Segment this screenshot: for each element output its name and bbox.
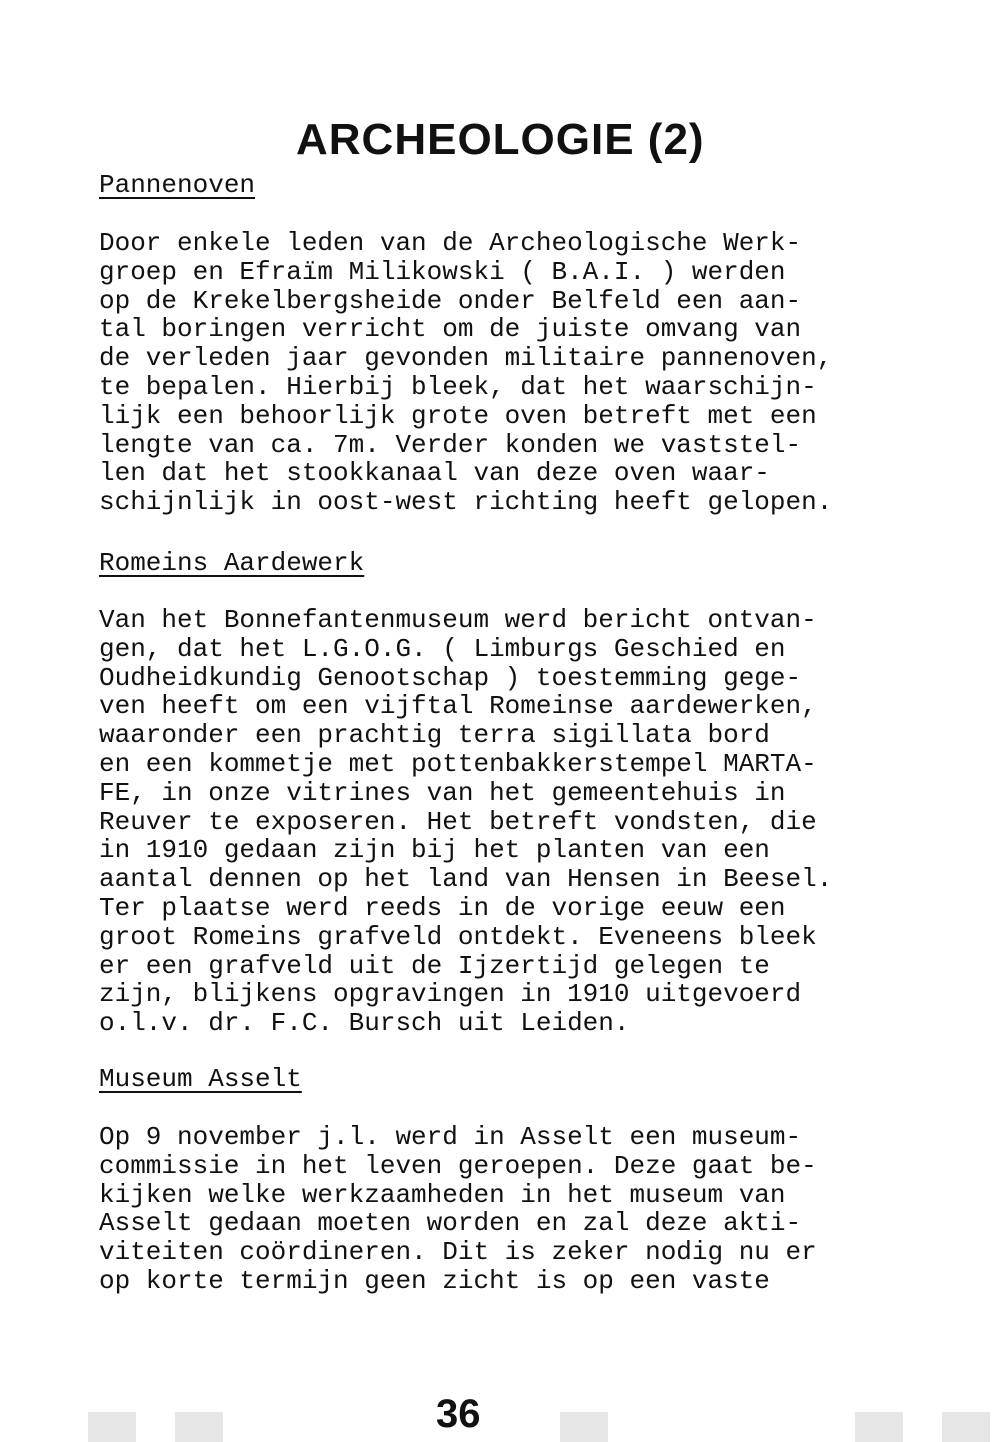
text-line: commissie in het leven geroepen. Deze gaat be- <box>99 1150 817 1181</box>
text-line: Reuver te exposeren. Het betreft vondsten, die <box>99 806 817 837</box>
text-line: groep en Efraïm Milikowski ( B.A.I. ) werden <box>99 256 786 287</box>
text-line: o.l.v. dr. F.C. Bursch uit Leiden. <box>99 1008 630 1039</box>
text-line: kijken welke werkzaamheden in het museum van <box>99 1179 786 1210</box>
section-body-museum-asselt <box>99 1123 939 1296</box>
text-line: tal boringen verricht om de juiste omvang van <box>99 314 802 345</box>
text-line: len dat het stookkanaal van deze oven waar- <box>99 458 770 489</box>
text-line: Oudheidkundig Genootschap ) toestemming gege- <box>99 662 802 693</box>
section-heading-museum-asselt: Museum Asselt <box>99 1064 302 1094</box>
scan-artifact <box>175 1412 223 1442</box>
text-line: ven heeft om een vijftal Romeinse aardewerken, <box>99 691 817 722</box>
text-line: Op 9 november j.l. werd in Asselt een museum- <box>99 1122 802 1152</box>
text-line: zijn, blijkens opgravingen in 1910 uitgevoerd <box>99 979 802 1010</box>
scan-artifact <box>942 1412 990 1442</box>
text-line: Ter plaatse werd reeds in de vorige eeuw een <box>99 892 786 923</box>
text-line: waaronder een prachtig terra sigillata bord <box>99 720 770 751</box>
text-line: en een kommetje met pottenbakkerstempel MARTA- <box>99 748 817 779</box>
text-line: schijnlijk in oost-west richting heeft gelopen. <box>99 487 833 518</box>
text-line: de verleden jaar gevonden militaire pannenoven, <box>99 343 833 374</box>
section-body-romeins-aardewerk <box>99 606 939 1038</box>
text-line: lengte van ca. 7m. Verder konden we vaststel- <box>99 429 802 460</box>
text-line: lijk een behoorlijk grote oven betreft met een <box>99 400 817 431</box>
text-line: gen, dat het L.G.O.G. ( Limburgs Geschied en <box>99 633 786 664</box>
section-heading-pannenoven: Pannenoven <box>99 170 256 200</box>
text-line: Asselt gedaan moeten worden en zal deze akti- <box>99 1208 802 1239</box>
text-line: FE, in onze vitrines van het gemeentehuis in <box>99 777 786 808</box>
text-line: te bepalen. Hierbij bleek, dat het waarschijn- <box>99 371 817 402</box>
page-title: ARCHEOLOGIE (2) <box>296 115 705 164</box>
scan-artifact <box>855 1412 903 1442</box>
section-body-pannenoven <box>99 229 939 517</box>
text-line: op korte termijn geen zicht is op een vaste <box>99 1265 770 1296</box>
text-line: er een grafveld uit de Ijzertijd gelegen te <box>99 950 770 981</box>
text-line: Door enkele leden van de Archeologische Werk- <box>99 228 802 258</box>
page-number: 36 <box>436 1392 481 1436</box>
text-line: aantal dennen op het land van Hensen in Beesel. <box>99 864 833 895</box>
text-line: groot Romeins grafveld ontdekt. Eveneens bleek <box>99 921 817 952</box>
text-line: op de Krekelbergsheide onder Belfeld een aan- <box>99 285 802 316</box>
text-line: in 1910 gedaan zijn bij het planten van een <box>99 835 770 866</box>
text-line: viteiten coördineren. Dit is zeker nodig nu er <box>99 1237 817 1268</box>
text-line: Van het Bonnefantenmuseum werd bericht ontvan- <box>99 605 817 635</box>
scan-artifact <box>560 1412 608 1442</box>
scan-artifact <box>88 1412 136 1442</box>
section-heading-romeins-aardewerk: Romeins Aardewerk <box>99 548 365 578</box>
